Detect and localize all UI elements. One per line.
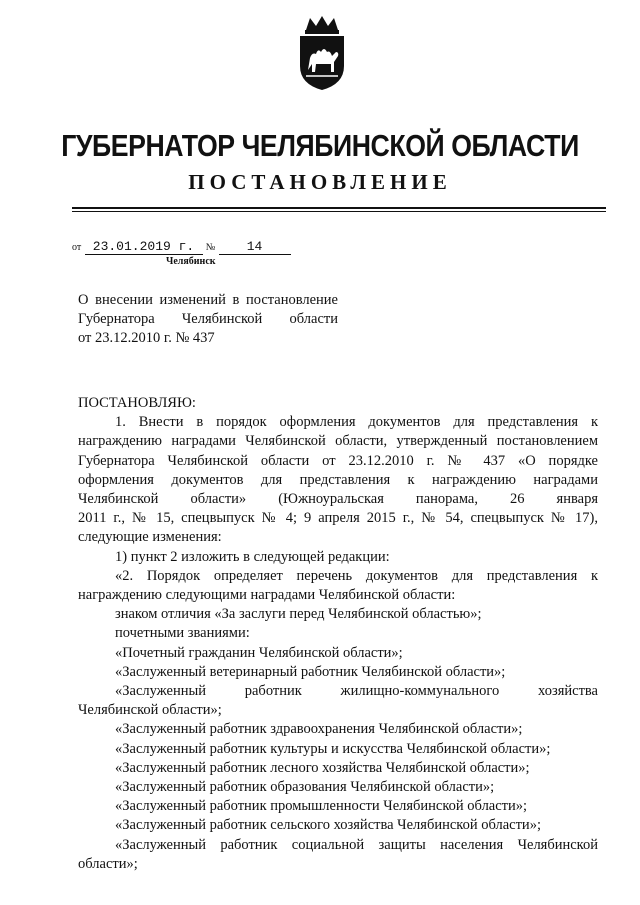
title-item: области»; [78, 855, 138, 872]
title-item: «Почетный гражданин Челябинской области»; [115, 644, 403, 661]
date-field: 23.01.2019 г. [85, 240, 203, 255]
header-rule-thin [72, 211, 606, 212]
text-line: награждению следующими наградами Челябинской области: [78, 587, 456, 604]
title-item: «Заслуженный работник промышленности Челябинской области»; [115, 798, 528, 815]
coat-of-arms-emblem [296, 14, 348, 92]
number-prefix: № [205, 242, 216, 253]
document-type: ПОСТАНОВЛЕНИЕ [188, 170, 452, 194]
title-item: «Заслуженный работник образования Челябинской области»; [115, 779, 495, 796]
text-line: 1) пункт 2 изложить в следующей редакции: [115, 548, 390, 565]
city-label: Челябинск [166, 256, 216, 267]
title-item: «Заслуженный работник культуры и искусства Челябинской области»; [115, 740, 551, 757]
governor-title: ГУБЕРНАТОР ЧЕЛЯБИНСКОЙ ОБЛАСТИ [61, 128, 579, 163]
text-line: оформления документов для представления к награждению наградами [78, 471, 598, 488]
text-line: награждению наградами Челябинской области, утвержденный постановлением [78, 433, 598, 450]
title-item: «Заслуженный работник лесного хозяйства Челябинской области»; [115, 759, 530, 776]
header-rule [72, 207, 606, 209]
subject-line: О внесении изменений в постановление [78, 292, 338, 308]
title-item: «Заслуженный работник сельского хозяйства Челябинской области»; [115, 817, 541, 834]
text-line: 1. Внести в порядок оформления документов для представления к [115, 414, 598, 431]
text-line: почетными званиями: [115, 625, 250, 642]
text-line: Челябинской области» (Южноуральская панорама, 26 января [78, 491, 598, 508]
title-item: «Заслуженный работник здравоохранения Челябинской области»; [115, 721, 523, 738]
date-number-line [72, 238, 291, 255]
subject-line: Губернатора Челябинской области [78, 311, 338, 327]
document-body [78, 394, 598, 874]
number-field: 14 [219, 240, 291, 255]
title-item: «Заслуженный работник жилищно-коммунального хозяйства [115, 683, 598, 700]
text-line: Губернатора Челябинской области от 23.12.2010 г. № 437 «О порядке [78, 452, 598, 469]
subject-block [78, 291, 338, 348]
text-line: знаком отличия «За заслуги перед Челябинской областью»; [115, 606, 482, 623]
title-item: «Заслуженный работник социальной защиты населения Челябинской [115, 836, 598, 853]
text-line: 2011 г., № 15, спецвыпуск № 4; 9 апреля 2015 г., № 54, спецвыпуск № 17), [78, 510, 598, 527]
decree-word: ПОСТАНОВЛЯЮ: [78, 395, 196, 411]
title-item: Челябинской области»; [78, 702, 222, 719]
text-line: следующие изменения: [78, 529, 222, 546]
title-item: «Заслуженный ветеринарный работник Челябинской области»; [115, 663, 506, 680]
subject-line: от 23.12.2010 г. № 437 [78, 330, 215, 346]
date-prefix: от [72, 242, 82, 253]
text-line: «2. Порядок определяет перечень документов для представления к [115, 567, 598, 584]
